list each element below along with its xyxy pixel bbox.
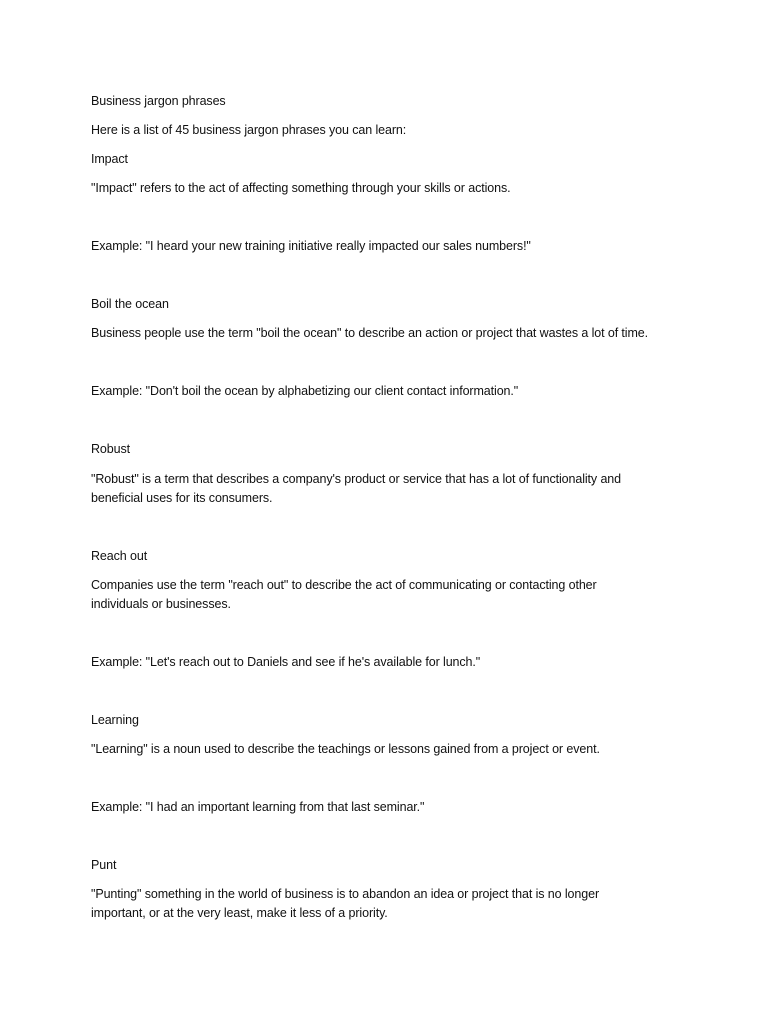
term-example-reach-out: Example: "Let's reach out to Daniels and see if he's available for lunch." — [91, 655, 481, 669]
term-heading-learning: Learning — [91, 713, 139, 727]
term-example-impact: Example: "I heard your new training initiative really impacted our sales numbers!" — [91, 239, 531, 253]
term-definition-punt-line-2: important, or at the very least, make it less of a priority. — [91, 906, 388, 920]
term-heading-punt: Punt — [91, 858, 117, 872]
term-definition-learning: "Learning" is a noun used to describe the teachings or lessons gained from a project or event. — [91, 742, 600, 756]
term-heading-impact: Impact — [91, 152, 128, 166]
term-heading-reach-out: Reach out — [91, 549, 148, 563]
document-title: Business jargon phrases — [91, 94, 226, 108]
term-definition-impact: "Impact" refers to the act of affecting something through your skills or actions. — [91, 181, 511, 195]
term-definition-reach-out-line-2: individuals or businesses. — [91, 597, 231, 611]
term-example-boil-the-ocean: Example: "Don't boil the ocean by alphabetizing our client contact information." — [91, 384, 519, 398]
intro-text: Here is a list of 45 business jargon phrases you can learn: — [91, 123, 407, 137]
term-definition-reach-out-line-1: Companies use the term "reach out" to describe the act of communicating or contacting other — [91, 578, 597, 592]
term-heading-boil-the-ocean: Boil the ocean — [91, 297, 169, 311]
term-definition-robust-line-2: beneficial uses for its consumers. — [91, 491, 273, 505]
term-definition-punt-line-1: "Punting" something in the world of business is to abandon an idea or project that is no longer — [91, 887, 600, 901]
term-definition-boil-the-ocean: Business people use the term "boil the ocean" to describe an action or project that wastes a lot of time. — [91, 326, 649, 340]
term-definition-robust-line-1: "Robust" is a term that describes a company's product or service that has a lot of functionality and — [91, 472, 622, 486]
term-heading-robust: Robust — [91, 442, 131, 456]
term-example-learning: Example: "I had an important learning from that last seminar." — [91, 800, 425, 814]
